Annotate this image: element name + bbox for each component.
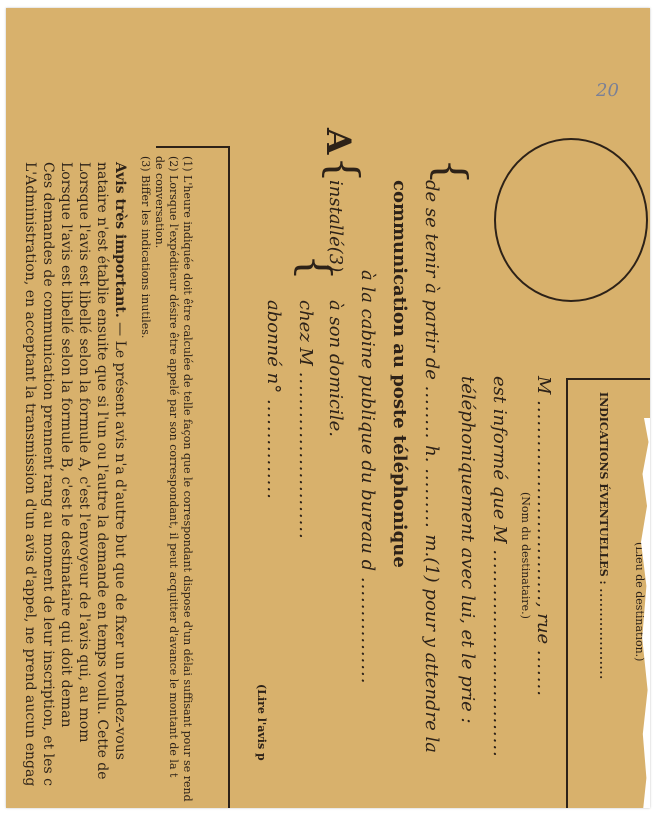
brace-left: { (319, 156, 368, 183)
tenir-line: de se tenir à partir de ........ h. ......... m.(1) pour y attendre la (421, 180, 442, 754)
footnote-2: (2) Lorsque l'expéditeur désire être appelé par son correspondant, il peut acquitter d'avance le montant de la t (167, 156, 180, 778)
divider-line (156, 146, 228, 148)
stamp-circle (494, 138, 648, 302)
important-notice-line-1: Avis très important. — Le présent avis n'a d'autre but que de fixer un rendez-vous (112, 162, 128, 760)
brace-right: { (427, 158, 476, 185)
informe-line: est informé que M ............................... (489, 376, 510, 758)
important-notice-line-2: nataire n'est établie ensuite que si l'un ou l'autre la demande en temps voulu. Cette de (94, 162, 110, 780)
footnote-3: (3) Biffer les indications inutiles. (139, 156, 152, 339)
indications-box-border (566, 378, 650, 380)
brace-middle: { (291, 254, 340, 281)
important-heading: Avis très important. (112, 162, 128, 318)
page-number-mark: 20 (596, 80, 619, 101)
important-notice-line-3: Lorsque l'avis est libellé selon la formule A, c'est l'envoyeur de l'avis qui, au mom (76, 162, 92, 743)
m-line: M .............................., rue ....... (533, 376, 554, 697)
abonne-line: abonné n° ............... (263, 300, 284, 500)
important-notice-line-5: Ces demandes de communication prennent rang au moment de leur inscription, et les c (40, 162, 56, 786)
communication-line: communication au poste téléphonique (389, 180, 410, 568)
footnote-2-cont: de conversation. (153, 156, 166, 249)
lieu-caption: (Lieu de destination.) (633, 542, 646, 662)
important-notice-line-6: L'Administration, en acceptant la transmission d'un avis d'appel, ne prend aucun engag (22, 162, 38, 787)
nom-destinataire-caption: (Nom du destinataire.) (519, 492, 532, 619)
indications-heading: INDICATIONS ÉVENTUELLES : ................... (597, 392, 610, 681)
footnote-1: (1) L'heure indiquée doit être calculée de telle façon que le correspondant dispose d'un délai suffisant pour se rend (181, 156, 194, 802)
divider-line (228, 146, 230, 808)
domicile-line: à son domicile. (325, 300, 346, 437)
form-paper (6, 8, 650, 808)
installe-label: installé(3) (325, 180, 346, 273)
cabine-line: à la cabine publique du bureau d ................ (357, 270, 378, 685)
formula-letter: A (318, 128, 358, 155)
chez-line: chez M ......................... (295, 300, 316, 540)
lire-avis-label: (Lire l'avis p (255, 684, 268, 761)
telephoniquement-line: téléphoniquement avec lui, et le prie : (457, 376, 478, 724)
indications-box-border (566, 378, 568, 808)
important-notice-line-4: Lorsque l'avis est libellé selon la formule B, c'est le destinataire qui doit deman (58, 162, 74, 728)
